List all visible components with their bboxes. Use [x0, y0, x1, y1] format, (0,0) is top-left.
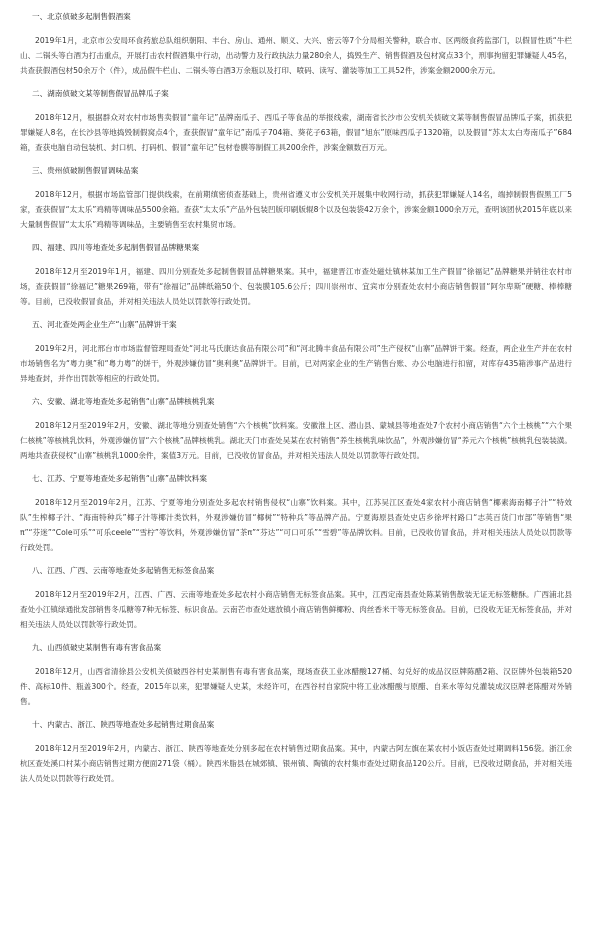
case-8-heading: 八、江西、广西、云南等地查处多起销售无标签食品案 — [32, 566, 215, 575]
case-8-body: 2018年12月至2019年2月，江西、广西、云南等地查处多起农村小商店销售无标签食品案。其中，江西定南县查处陈某销售散装无证无标签糖酥。广西浦北县查处小江镇绿通批发部销售冬瓜糖等7种无标签、标识食品。云南芒市查处遮放镇小商店销售鲜椰粉、肉丝香米干等无标签食品。目前，已没收无证无标签食品，并对相关违法人员处以罚款等行政处罚。 — [20, 590, 572, 629]
case-1-heading: 一、北京侦破多起制售假酒案 — [32, 12, 131, 21]
case-6-body: 2018年12月至2019年2月，安徽、湖北等地分别查处销售“六个核桃”饮料案。安徽淮上区、潜山县、蒙城县等地查处7个农村小商店销售“六个土核桃”“六个果仁核桃”等核桃乳饮料，外观涉嫌仿冒“六个核桃”品牌核桃乳。湖北天门市查处吴某在农村销售“养生核桃乳味饮品”，外观涉嫌仿冒“养元六个核桃”核桃乳包装装潢。两地共查获侵权“山寨”核桃乳1000余件，案值3万元。目前，已没收仿冒食品，并对相关违法人员处以罚款等行政处罚。 — [20, 421, 572, 460]
case-4-body: 2018年12月至2019年1月，福建、四川分别查处多起制售假冒品牌糖果案。其中，福建晋江市查处磁灶镇林某加工生产假冒“徐福记”品牌糖果并销往农村市场，查获假冒“徐福记”糖果269箱，带有“徐福记”品牌纸箱50个、包装膜105.6公斤；四川崇州市、宜宾市分别查处农村小商店销售假冒“阿尔卑斯”硬糖、棒棒糖等。目前，已没收假冒食品，并对相关违法人员处以罚款等行政处罚。 — [20, 267, 572, 306]
case-4-heading: 四、福建、四川等地查处多起制售假冒品牌糖果案 — [32, 243, 200, 252]
case-1-body: 2019年1月，北京市公安局环食药旅总队组织朝阳、丰台、房山、通州、顺义、大兴、密云等7个分局相关警种，联合市、区两级食药监部门，以假冒性质“牛栏山、二锅头等白酒为打击重点，开展打击农村假酒集中行动，出动警力及行政执法力量280余人，捣毁生产、销售假酒及包材窝点33个，刑事拘留犯罪嫌疑人45名，共查获假酒包材50余万个（件），成品假牛栏山、二锅头等白酒3万余瓶以及打印、喷码、读写、灌装等加工工具52件，涉案金额2000余万元。 — [20, 36, 572, 75]
case-9-heading: 九、山西侦破史某制售有毒有害食品案 — [32, 643, 162, 652]
case-2-body: 2018年12月，根据群众对农村市场售卖假冒“童年记”品牌南瓜子、西瓜子等食品的举报线索，湖南省长沙市公安机关侦破文某等制售假冒品牌瓜子案，抓获犯罪嫌疑人8名，在长沙县等地捣毁制假窝点4个，查获假冒“童年记”南瓜子704箱、葵花子63箱，假冒“旭东”原味西瓜子1320箱，以及假冒“苏太太白寿南瓜子”684箱，查获电脑自动包装机、封口机、打码机、假冒“童年记”包材卷膜等制假工具200余件，涉案金额数百万元。 — [20, 113, 572, 152]
case-10-body: 2018年12月至2019年2月，内蒙古、浙江、陕西等地查处分别多起在农村销售过期食品案。其中，内蒙古阿左旗在某农村小饭店查处过期调料156袋。浙江余杭区查处溪口村某小商店销售过期方便面271袋（桶）。陕西米脂县在城郊镇、银州镇、陶镇的农村集市查处过期食品120公斤。目前，已没收过期食品，并对相关违法人员处以罚款等行政处罚。 — [20, 744, 572, 783]
case-3-body: 2018年12月，根据市场监管部门提供线索，在前期缜密侦查基础上，贵州省遵义市公安机关开展集中收网行动，抓获犯罪嫌疑人14名，端掉制假售假黑工厂5家，查获假冒“太太乐”鸡精等调味品5500余箱。查获“太太乐”产品外包装凹版印刷版辊8个以及包装袋42万余个，涉案金额1000余万元，查明该团伙2015年底以来大量制售假冒“太太乐”鸡精等调味品，主要销售至农村集贸市场。 — [20, 190, 572, 229]
case-7-body: 2018年12月至2019年2月，江苏、宁夏等地分别查处多起农村销售侵权“山寨”饮料案。其中，江苏吴江区查处4家农村小商店销售“椰素海南椰子汁”“特效队”生榨椰子汁、“海南特种兵”椰子汁等椰汁类饮料，外观涉嫌仿冒“椰树”“特种兵”等品牌产品。宁夏海原县查处史店乡徐坪村路口“志英百货门市部”等销售“果π”“芬迷”“Cole可乐”“可乐ceele”“雪柠”等饮料，外观涉嫌仿冒“茶π”“芬达”“可口可乐”“雪碧”等品牌饮料。目前，已没收仿冒食品，并对相关违法人员处以罚款等行政处罚。 — [20, 498, 572, 552]
case-5-body: 2019年2月，河北邢台市市场监督管理局查处“河北马氏康达食品有限公司”和“河北腾丰食品有限公司”生产侵权“山寨”品牌饼干案。经查，两企业生产并在农村市场销售名为“粤力奥”和“粤力粤”的饼干，外观涉嫌仿冒“奥利奥”品牌饼干。目前，已对两家企业的生产销售台账、办公电脑进行扣留，对库存435箱涉事产品进行异地查封，并作出罚款等相应的行政处罚。 — [20, 344, 572, 383]
case-2-heading: 二、湖南侦破文某等制售假冒品牌瓜子案 — [32, 89, 169, 98]
case-5-heading: 五、河北查处两企业生产“山寨”品牌饼干案 — [32, 320, 177, 329]
case-3-heading: 三、贵州侦破制售假冒调味品案 — [32, 166, 139, 175]
case-7-heading: 七、江苏、宁夏等地查处多起销售“山寨”品牌饮料案 — [32, 474, 207, 483]
case-9-body: 2018年12月，山西省清徐县公安机关侦破西谷村史某制售有毒有害食品案，现场查获工业冰醋酸127桶、勾兑好的成品汉臣牌陈醋2箱、汉臣牌外包装箱520件、高标10件、瓶盖300个。经查，2015年以来，犯罪嫌疑人史某，未经许可，在西谷村自家院中将工业冰醋酸与原醋、自来水等勾兑灌装成汉臣牌老陈醋对外销售。 — [20, 667, 572, 706]
case-10-heading: 十、内蒙古、浙江、陕西等地查处多起销售过期食品案 — [32, 720, 215, 729]
case-6-heading: 六、安徽、湖北等地查处多起销售“山寨”品牌核桃乳案 — [32, 397, 215, 406]
